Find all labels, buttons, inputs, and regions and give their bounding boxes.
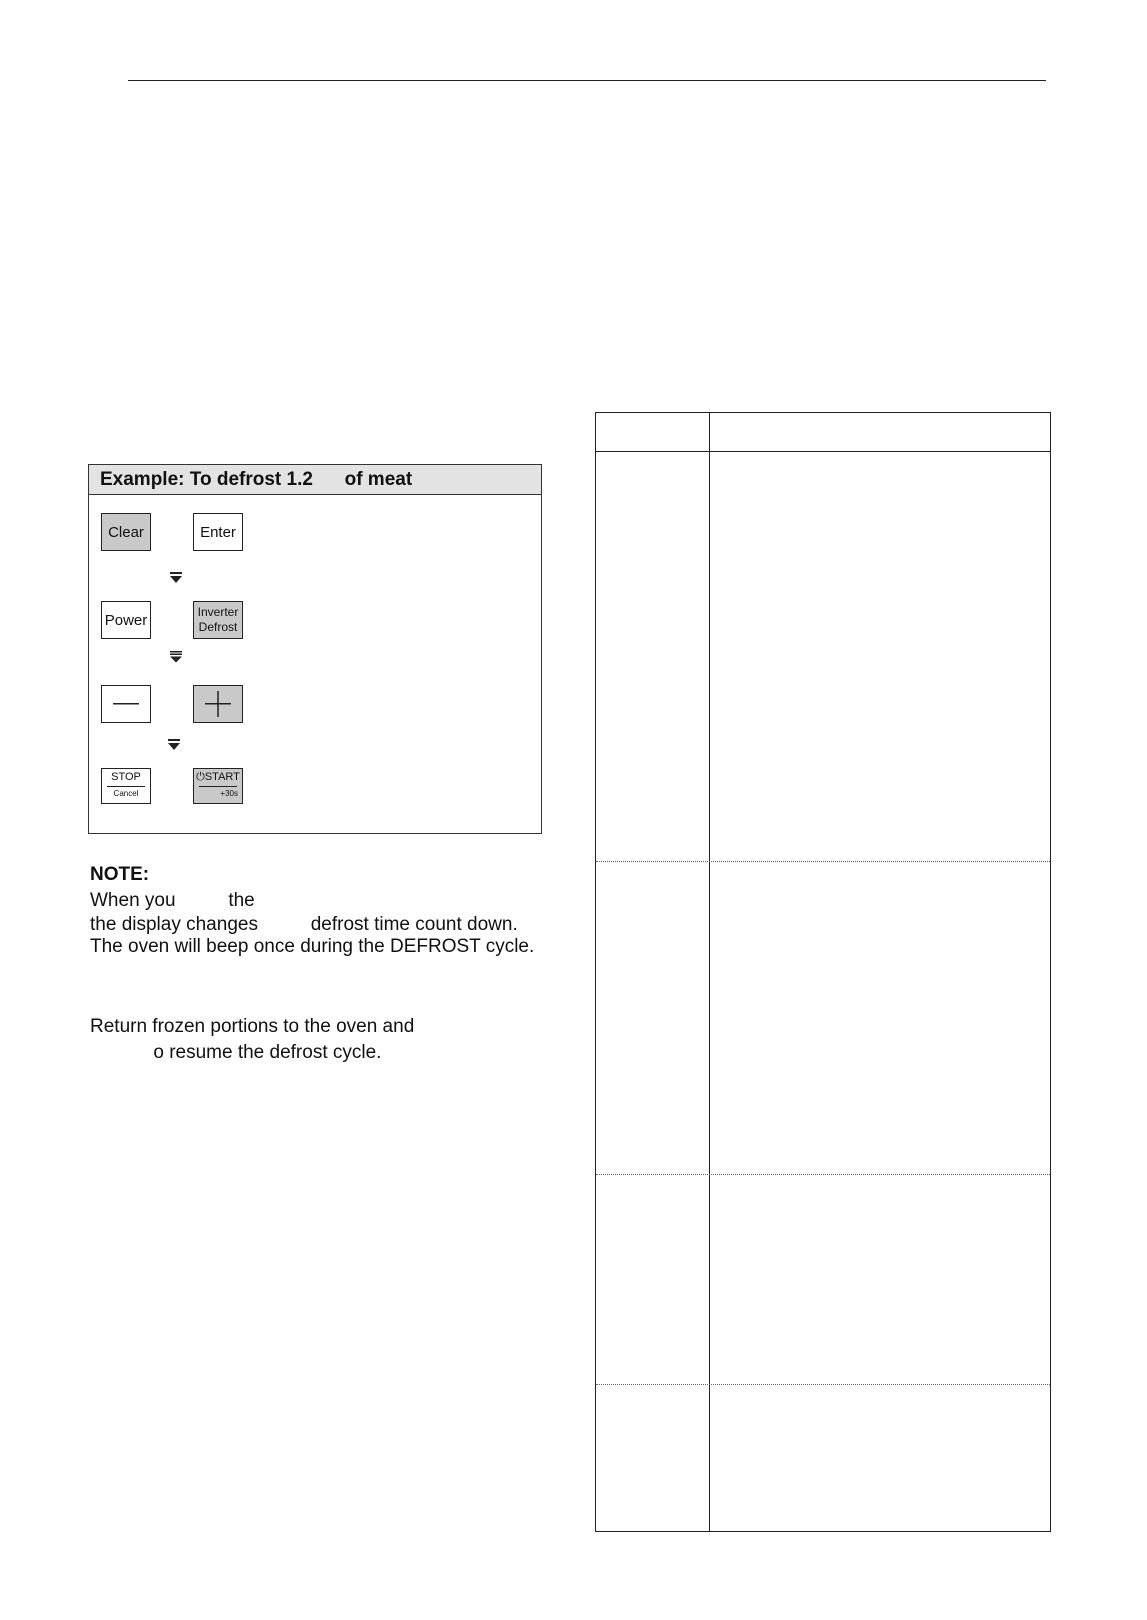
- down-arrow-icon: [169, 650, 183, 664]
- table-row-divider: [596, 861, 1050, 862]
- inverter-defrost-button[interactable]: [193, 601, 243, 639]
- stop-cancel-button[interactable]: [101, 768, 151, 804]
- cancel-label: Cancel: [113, 789, 139, 798]
- table-row-divider: [596, 1174, 1050, 1175]
- plus-button[interactable]: [193, 685, 243, 723]
- note-line-5: o resume the defrost cycle.: [90, 1042, 382, 1063]
- stop-label: STOP: [111, 771, 141, 783]
- note-line-4: Return frozen portions to the oven and: [90, 1016, 415, 1037]
- defrost-table: [595, 412, 1051, 1532]
- clear-button[interactable]: [101, 513, 151, 551]
- table-column-divider: [709, 413, 710, 1531]
- power-button[interactable]: [101, 601, 151, 639]
- start-button[interactable]: [193, 768, 243, 804]
- minus-icon: [113, 702, 139, 706]
- minus-button[interactable]: [101, 685, 151, 723]
- enter-label: Enter: [200, 523, 236, 541]
- table-header-divider: [596, 451, 1050, 452]
- note-line-2: the display changes defrost time count down.: [90, 914, 518, 935]
- inverter-label: Inverter: [197, 605, 239, 619]
- note-line-1: When you the: [90, 890, 255, 911]
- plus-icon: [205, 691, 231, 717]
- defrost-label: Defrost: [198, 620, 238, 634]
- note-line-3: The oven will beep once during the DEFROST cycle.: [90, 936, 535, 957]
- start-label: ⏻START: [196, 771, 240, 783]
- table-row-divider: [596, 1384, 1050, 1385]
- down-arrow-icon: [169, 571, 183, 585]
- clear-label: Clear: [108, 523, 144, 541]
- down-arrow-icon: [167, 738, 181, 752]
- example-box: [88, 464, 542, 834]
- example-title: Example: To defrost 1.2 of meat: [89, 465, 541, 495]
- note-title: NOTE:: [90, 864, 150, 885]
- header-rule: [128, 80, 1046, 81]
- enter-button[interactable]: [193, 513, 243, 551]
- plus-30s-label: +30s: [220, 789, 238, 798]
- power-label: Power: [104, 611, 148, 629]
